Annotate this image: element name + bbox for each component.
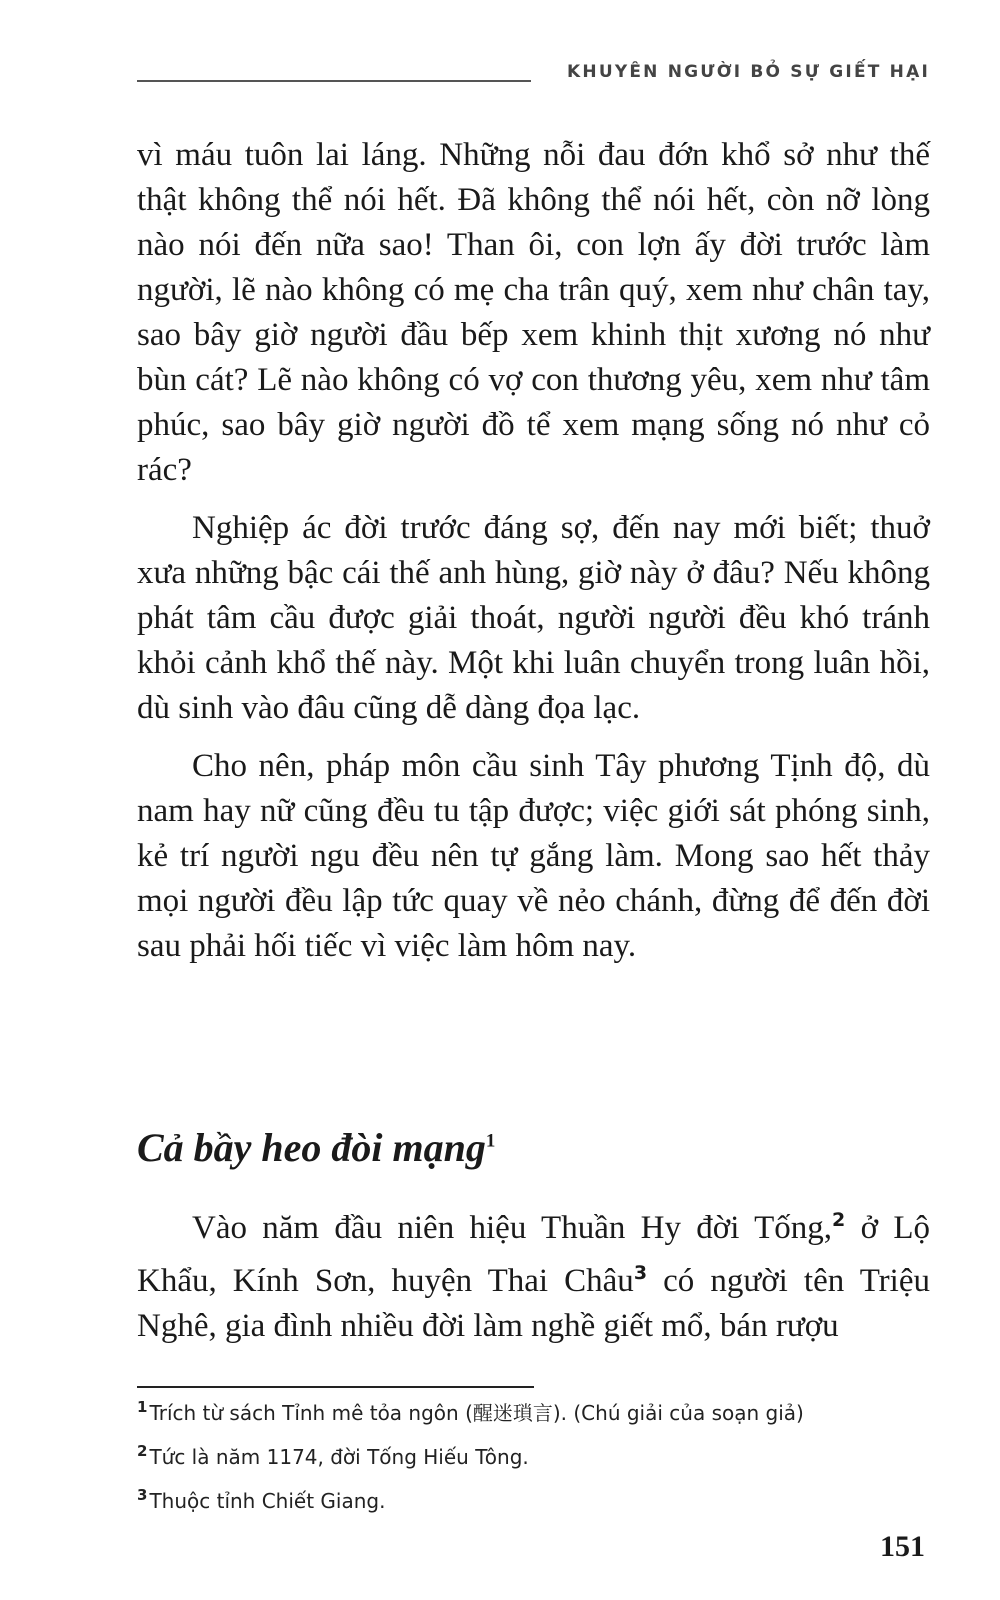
footnote-number: 1 — [137, 1398, 148, 1416]
header-rule — [137, 80, 531, 82]
page-number: 151 — [880, 1530, 925, 1563]
footnote — [137, 1432, 937, 1476]
text-run: có người tên Triệu Nghê, gia đình nhiều đời làm nghề giết mổ, bán rượu — [137, 1263, 930, 1344]
footnote — [137, 1388, 937, 1432]
section-heading — [137, 1124, 495, 1171]
paragraph: Nghiệp ác đời trước đáng sợ, đến nay mới biết; thuở xưa những bậc cái thế anh hùng, giờ này ở đâu? Nếu không phát tâm cầu được giải thoát, người người đều khó tránh khỏi cảnh khổ thế này. Một khi luân chuyển trong luân hồi, dù sinh vào đâu cũng dễ dàng đọa lạc. — [137, 510, 930, 726]
paragraph: Cho nên, pháp môn cầu sinh Tây phương Tịnh độ, dù nam hay nữ cũng đều tu tập được; việc giới sát phóng sinh, kẻ trí người ngu đều nên tự gắng làm. Mong sao hết thảy mọi người đều lập tức quay về nẻo chánh, đừng để đến đời sau phải hối tiếc vì việc làm hôm nay. — [137, 748, 930, 964]
footnote-marker: 1 — [485, 1130, 496, 1152]
main-text — [137, 133, 930, 982]
section-text — [137, 1198, 930, 1349]
chapter-title: KHUYÊN NGƯỜI BỎ SỰ GIẾT HẠI — [567, 62, 930, 82]
footnote-text: Tức là năm 1174, đời Tống Hiếu Tông. — [149, 1445, 529, 1469]
section-heading-text: Cả bầy heo đòi mạng — [137, 1125, 486, 1170]
footnote-number: 3 — [137, 1486, 148, 1504]
text-run: Vào năm đầu niên hiệu Thuần Hy đời Tống, — [192, 1210, 833, 1246]
footnote-text: Trích từ sách Tỉnh mê tỏa ngôn (醒迷瑣言). (Chú giải của soạn giả) — [149, 1401, 804, 1425]
running-header — [137, 58, 930, 88]
text-run: ở Lộ Khẩu, Kính Sơn, huyện Thai Châu — [137, 1210, 930, 1299]
paragraph: vì máu tuôn lai láng. Những nỗi đau đớn khổ sở như thế thật không thể nói hết. Đã không thể nói hết, còn nỡ lòng nào nói đến nữa sao! Than ôi, con lợn ấy đời trước làm người, lẽ nào không có mẹ cha trân quý, xem như chân tay, sao bây giờ người đầu bếp xem khinh thịt xương nó như bùn cát? Lẽ nào không có vợ con thương yêu, xem như tâm phúc, sao bây giờ người đồ tể xem mạng sống nó như cỏ rác? — [137, 137, 930, 488]
footnote-text: Thuộc tỉnh Chiết Giang. — [149, 1489, 386, 1513]
footnote — [137, 1476, 937, 1520]
footnote-marker: 3 — [633, 1262, 648, 1284]
footnote-marker: 2 — [832, 1209, 846, 1231]
footnote-number: 2 — [137, 1442, 148, 1460]
footnotes — [137, 1388, 937, 1520]
paragraph — [137, 1198, 930, 1349]
